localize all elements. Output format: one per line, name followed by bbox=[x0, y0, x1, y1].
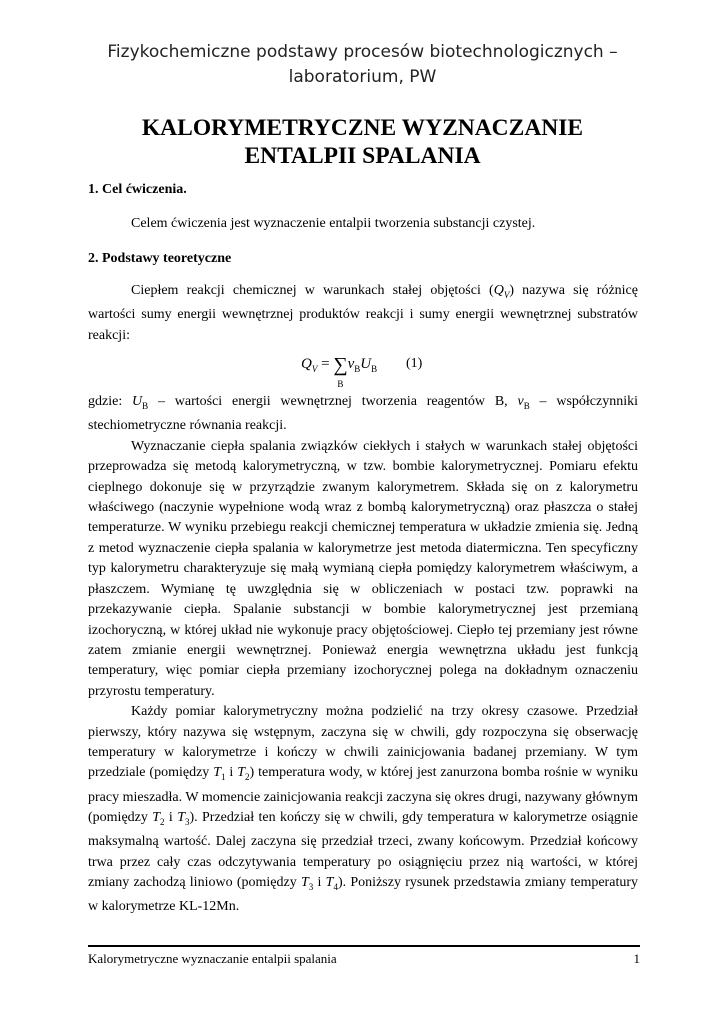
section-heading-cel: 1. Cel ćwiczenia. bbox=[88, 182, 187, 197]
footer-title: Kalorymetryczne wyznaczanie entalpii spalania bbox=[88, 951, 337, 966]
title-line-2: ENTALPII SPALANIA bbox=[244, 143, 481, 169]
equation-1 bbox=[88, 352, 638, 388]
paragraph-wyznaczanie: Wyznaczanie ciepła spalania związków ciekłych i stałych w warunkach stałej objętości przeprowadza się metodą kalorymetryczną, w tzw. bombie kalorymetrycznej. Pomiaru efektu cieplnego dokonuje się w przyrządzie zwanym kalorymetrem. Składa się on z kalorymetru właściwego (naczynie wypełnione wodą wraz z bombą kalorymetryczną) oraz płaszcza o stałej temperaturze. W wyniku przebiegu reakcji chemicznej temperatura w układzie zmienia się. Jedną z metod wyznaczenie ciepła spalania w kalorymetrze jest metoda diatermiczna. Ten specyficzny typ kalorymetru charakteryzuje się małą wymianą ciepła pomiędzy kalorymetrem właściwym, a płaszczem. Wymianę tę uwzględnia się w obliczeniach w postaci tzw. poprawki na przekazywanie ciepła. Spalanie substancji w bombie kalorymetrycznej jest przemianą izochoryczną, w której układ nie wykonuje pracy objętościowej. Ciepło tej przemiany jest równe zatem zmianie energii wewnętrznej. Ponieważ energia wewnętrzna układu jest funkcją temperatury, więc pomiar ciepła przemiany izochorycznej polega na dokładnym oznaczeniu przyrostu temperatury. bbox=[88, 438, 638, 699]
title-line-1: KALORYMETRYCZNE WYZNACZANIE bbox=[141, 115, 584, 141]
footer-divider bbox=[88, 945, 640, 947]
symbol-q: Q bbox=[493, 283, 504, 299]
document-title bbox=[60, 114, 665, 170]
page-number: 1 bbox=[633, 951, 640, 966]
document-body bbox=[88, 180, 638, 918]
paragraph-cel: Celem ćwiczenia jest wyznaczenie entalpii tworzenia substancji czystej. bbox=[131, 216, 536, 232]
running-header bbox=[60, 40, 665, 90]
paragraph-gdzie: gdzie: $U_B$ – wartości energii wewnętrznej tworzenia reagentów B, $\nu_B$ – współczynniki stechiometryczne równania reakcji. bbox=[88, 394, 638, 434]
paragraph-definition: Ciepłem reakcji chemicznej w warunkach stałej objętości $(Q_V)$ nazywa się różnicę wartości sumy energii wewnętrznej produktów reakcji i sumy energii wewnętrznej substratów reakcji: bbox=[88, 283, 638, 343]
equation-formula: $Q_V$ = ∑ B $\nu_BU_B$ bbox=[301, 354, 378, 390]
sum-sign: ∑ B bbox=[333, 354, 348, 390]
paragraph-pomiar: Każdy pomiar kalorymetryczny można podzielić na trzy okresy czasowe. Przedział pierwszy, który nazywa się wstępnym, zaczyna się w chwili, gdy rozpoczyna się obserwację temperatury w kalorymetrze i kończy w chwili zainicjowania badanej przemiany. W tym przedziale (pomiędzy $T_1$ i $T_2$) temperatura wody, w której jest zanurzona bomba rośnie w wyniku pracy mieszadła. W momencie zainicjowania reakcji zaczyna się okres drugi, nazywany głównym (pomiędzy $T_2$ i $T_3$). Przedział ten kończy się w chwili, gdy temperatura w kalorymetrze osiągnie maksymalną wartość. Dalej zaczyna się przedział trzeci, zwany końcowym. Przedział końcowy trwa przez cały czas odczytywania temperatury po osiągnięciu przez nią wartości, w której zmiany zachodzą liniowo (pomiędzy $T_3$ i $T_4$). Poniższy rysunek przedstawia zmiany temperatury w kalorymetrze KL-12Mn. bbox=[88, 704, 638, 915]
equation-number: (1) bbox=[406, 356, 423, 372]
running-header-line-2: laboratorium, PW bbox=[288, 67, 437, 87]
symbol-q-sub: V bbox=[503, 290, 510, 301]
running-header-line-1: Fizykochemiczne podstawy procesów biotechnologicznych – bbox=[107, 42, 618, 62]
section-heading-podstawy: 2. Podstawy teoretyczne bbox=[88, 250, 232, 266]
